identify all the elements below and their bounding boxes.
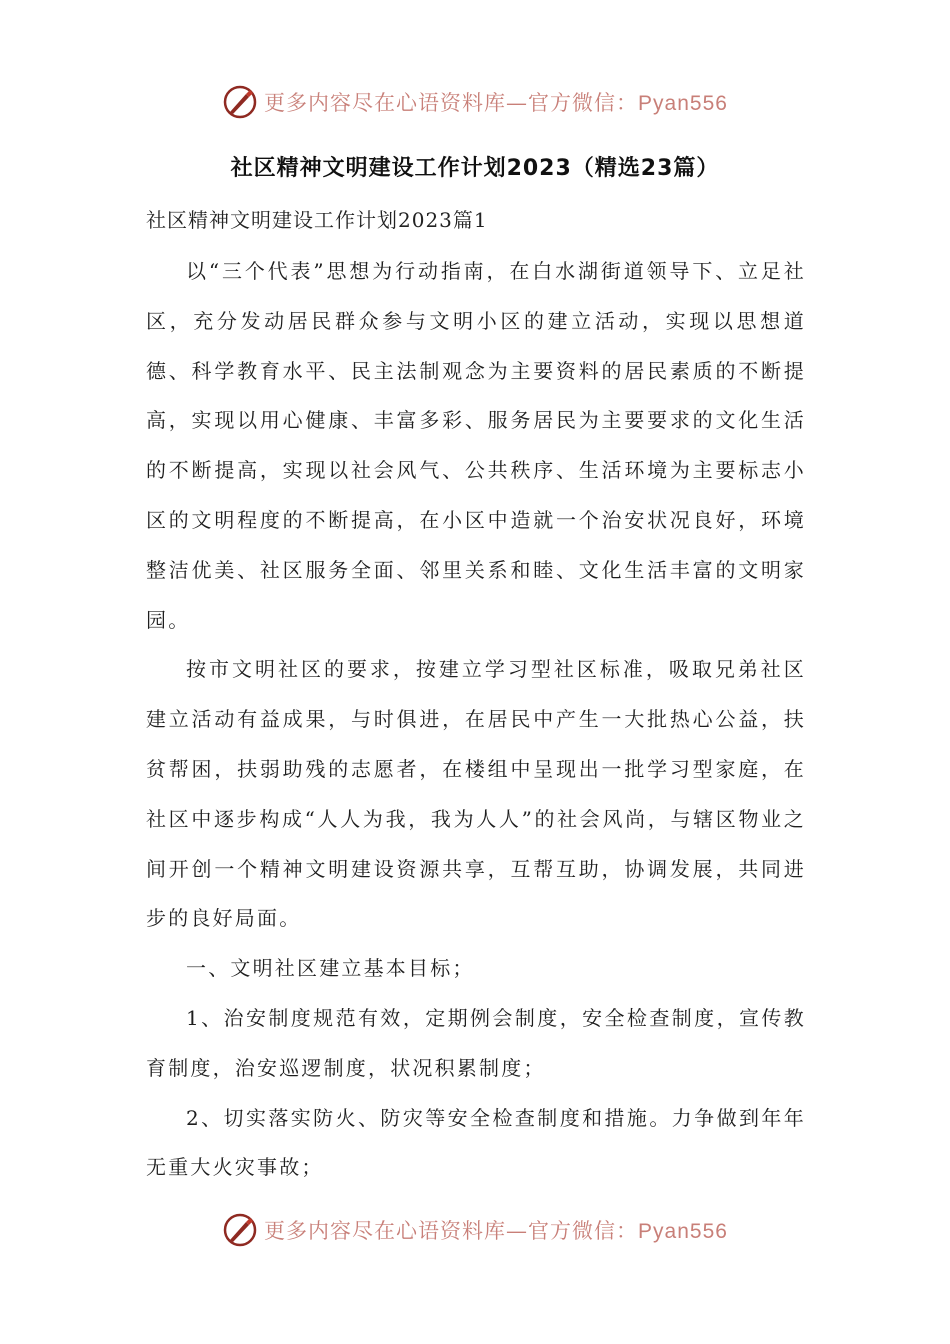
pen-logo-icon	[222, 84, 258, 120]
paragraph: 以“三个代表”思想为行动指南，在白水湖街道领导下、立足社区，充分发动居民群众参与文明小区的建立活动，实现以思想道德、科学教育水平、民主法制观念为主要资料的居民素质的不断提高，实现以用心健康、丰富多彩、服务居民为主要要求的文化生活的不断提高，实现以社会风气、公共秩序、生活环境为主要标志小区的文明程度的不断提高，在小区中造就一个治安状况良好，环境整洁优美、社区服务全面、邻里关系和睦、文化生活丰富的文明家园。	[146, 259, 806, 632]
watermark-text: 更多内容尽在心语资料库—官方微信：Pyan556	[264, 1219, 728, 1243]
paragraph: 2、切实落实防火、防灾等安全检查制度和措施。力争做到年年无重大火灾事故；	[146, 1105, 806, 1180]
watermark-banner-top	[0, 80, 950, 124]
document-body	[146, 247, 806, 1193]
paragraph: 1、治安制度规范有效，定期例会制度，安全检查制度，宣传教育制度，治安巡逻制度，状况积累制度；	[146, 1005, 806, 1080]
pen-logo-icon	[222, 1212, 258, 1248]
paragraph: 按市文明社区的要求，按建立学习型社区标准，吸取兄弟社区建立活动有益成果，与时俱进，在居民中产生一大批热心公益，扶贫帮困，扶弱助残的志愿者，在楼组中呈现出一批学习型家庭，在社区中逐步构成“人人为我，我为人人”的社会风尚，与辖区物业之间开创一个精神文明建设资源共享，互帮互助，协调发展，共同进步的良好局面。	[146, 657, 806, 931]
paragraph: 一、文明社区建立基本目标；	[186, 956, 475, 981]
section-heading: 社区精神文明建设工作计划2023篇1	[146, 208, 488, 232]
watermark-text: 更多内容尽在心语资料库—官方微信：Pyan556	[264, 91, 728, 115]
watermark-banner-bottom	[0, 1208, 950, 1252]
document-title: 社区精神文明建设工作计划2023（精选23篇）	[230, 156, 720, 181]
